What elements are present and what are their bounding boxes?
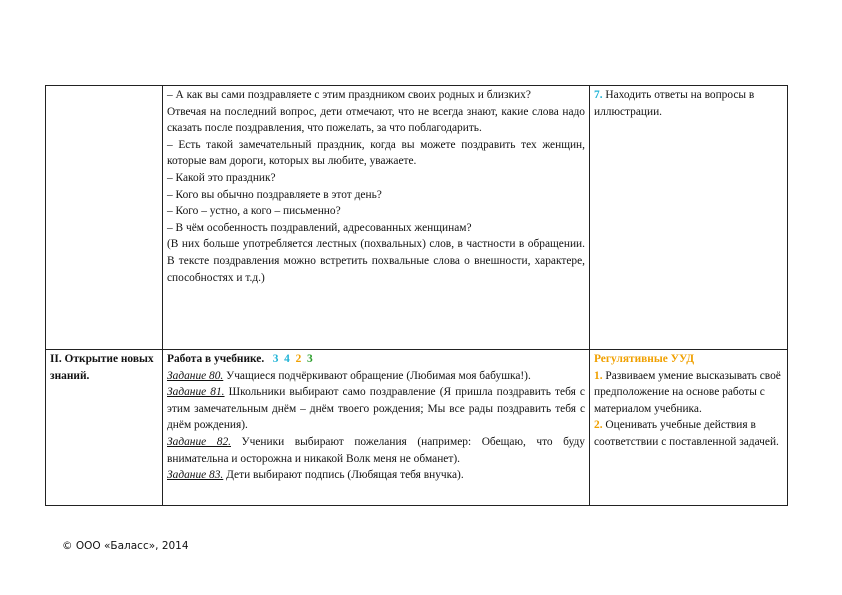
task-paragraph (167, 434, 585, 467)
question-line: – В чём особенность поздравлений, адресованных женщинам? (167, 221, 472, 234)
uud-item-number: 2. (594, 419, 603, 432)
uud-item-number: 1. (594, 369, 603, 382)
task-text: Ученики выбирают пожелания (например: Обещаю, что буду внимательна и осторожна и никакой Волк меня не обманет). (167, 435, 586, 465)
page-number: 2 (295, 353, 302, 365)
question-line: – Есть такой замечательный праздник, когда вы можете поздравить тех женщин, которые вам дороги, которых вы любите, уважаете. (167, 138, 585, 168)
paragraph: Отвечая на последний вопрос, дети отмечают, что не всегда знают, какие слова надо сказать после поздравления, что пожелать, за что поблагодарить. (167, 105, 585, 135)
page-number: 3 (272, 353, 279, 365)
task-paragraph (167, 368, 585, 385)
task-text: Учащиеся подчёркивают обращение (Любимая моя бабушка!). (223, 369, 531, 382)
task-name: Задание 83. (167, 469, 224, 482)
content-cell (163, 350, 590, 506)
task-text: Школьники выбирают само поздравление (Я пришла поздравить тебя с этим замечательным днём – днём твоего рождения; Мы все рады поздравить тебя с днём рождения). (167, 386, 585, 432)
page-number: 3 (306, 353, 313, 365)
uud-item-text: Оценивать учебные действия в соответствии с поставленной задачей. (594, 419, 779, 448)
lesson-plan-table (45, 85, 788, 506)
task-paragraph (167, 384, 585, 434)
table-row (46, 86, 788, 350)
task-name: Задание 81. (167, 386, 225, 399)
question-line: – Кого – устно, а кого – письменно? (167, 205, 341, 218)
task-name: Задание 80. (167, 369, 224, 382)
uud-item-text: Развиваем умение высказывать своё предположение на основе работы с материалом учебника. (594, 369, 781, 415)
uud-cell (590, 350, 788, 506)
question-line: – Кого вы обычно поздравляете в этот день? (167, 188, 382, 201)
task-paragraph (167, 467, 585, 484)
question-line: – А как вы сами поздравляете с этим праздником своих родных и близких? (167, 89, 531, 101)
uud-item (594, 368, 783, 418)
work-heading (167, 351, 585, 368)
uud-title: Регулятивные УУД (594, 353, 695, 365)
content-cell (163, 86, 590, 350)
task-name: Задание 82. (167, 435, 231, 448)
page-number: 4 (284, 353, 290, 365)
uud-item-number: 7. (594, 89, 603, 101)
copyright-footer: © ООО «Баласс», 2014 (62, 540, 189, 552)
uud-item (594, 417, 783, 450)
stage-cell-empty (46, 86, 163, 350)
question-line: – Какой это праздник? (167, 171, 276, 184)
table-row (46, 350, 788, 506)
task-text: Дети выбирают подпись (Любящая тебя внучка). (223, 469, 464, 482)
uud-cell (590, 86, 788, 350)
work-label: Работа в учебнике. (167, 353, 265, 365)
uud-item-text: Находить ответы на вопросы в иллюстрации. (594, 89, 755, 118)
answer-paragraph: (В них больше употребляется лестных (похвальных) слов, в частности в обращении. В тексте поздравления можно встретить похвальные слова о внешности, характере, способностях и т.д.) (167, 238, 585, 284)
stage-cell: II. Открытие новых знаний. (46, 350, 163, 506)
